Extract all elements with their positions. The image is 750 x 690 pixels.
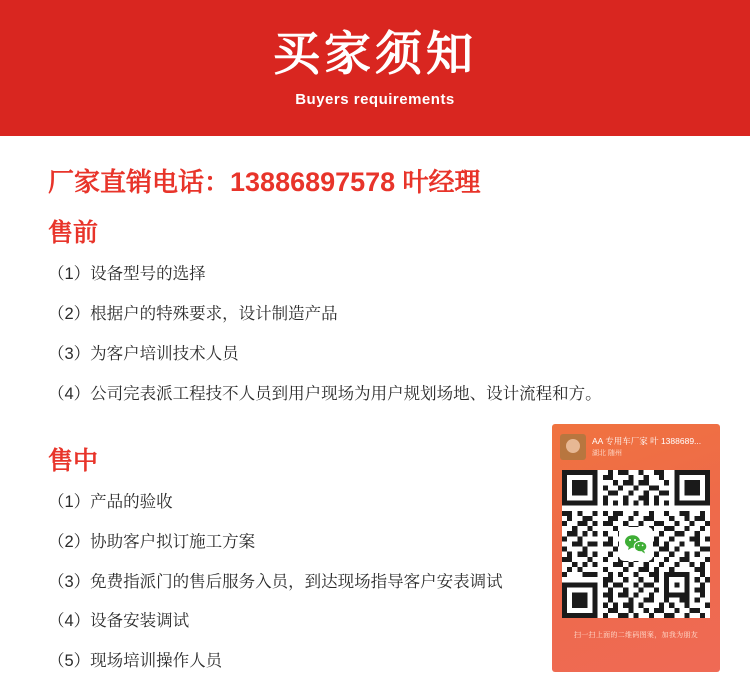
qr-card-header [552,424,720,466]
section-heading-during-sale: 售中 [48,446,99,475]
qr-code-container [562,470,710,618]
list-item: （2）根据户的特殊要求，设计制造产品 [48,304,338,323]
contact-line [48,162,750,199]
list-item: （3）免费指派门的售后服务入员，到达现场指导客户安表调试 [48,572,503,591]
list-item: （1）设备型号的选择 [48,265,206,283]
contact-phone-number: 13886897578 [230,167,396,197]
account-location: 湖北 随州 [592,449,622,457]
account-name: AA 专用车厂家 叶 1388689... [592,435,702,446]
list-item: （4）设备安装调试 [48,612,190,631]
wechat-qr-card [552,424,720,672]
list-item: （3）为客户培训技术人员 [48,344,239,363]
qr-card-footer-text: 扫一扫上面的二维码图案，加我为朋友 [573,632,699,639]
list-item: （2）协助客户拟订施工方案 [48,532,256,551]
banner-subtitle: Buyers requirements [295,91,455,109]
list-item: （4）公司完表派工程技不人员到用户现场为用户规划场地、设计流程和方。 [48,384,602,403]
pre-sale-list [48,263,750,407]
list-item: （5）现场培训操作人员 [48,652,223,671]
qr-card-identity [592,436,701,459]
contact-prefix: 厂家直销电话： [48,167,231,197]
page-banner [0,0,750,136]
avatar [560,434,586,460]
list-item: （1）产品的验收 [48,492,173,511]
contact-person: 叶经理 [402,167,481,197]
banner-title: 买家须知 [273,26,477,80]
wechat-logo-icon [619,527,653,561]
section-heading-pre-sale: 售前 [48,219,99,247]
